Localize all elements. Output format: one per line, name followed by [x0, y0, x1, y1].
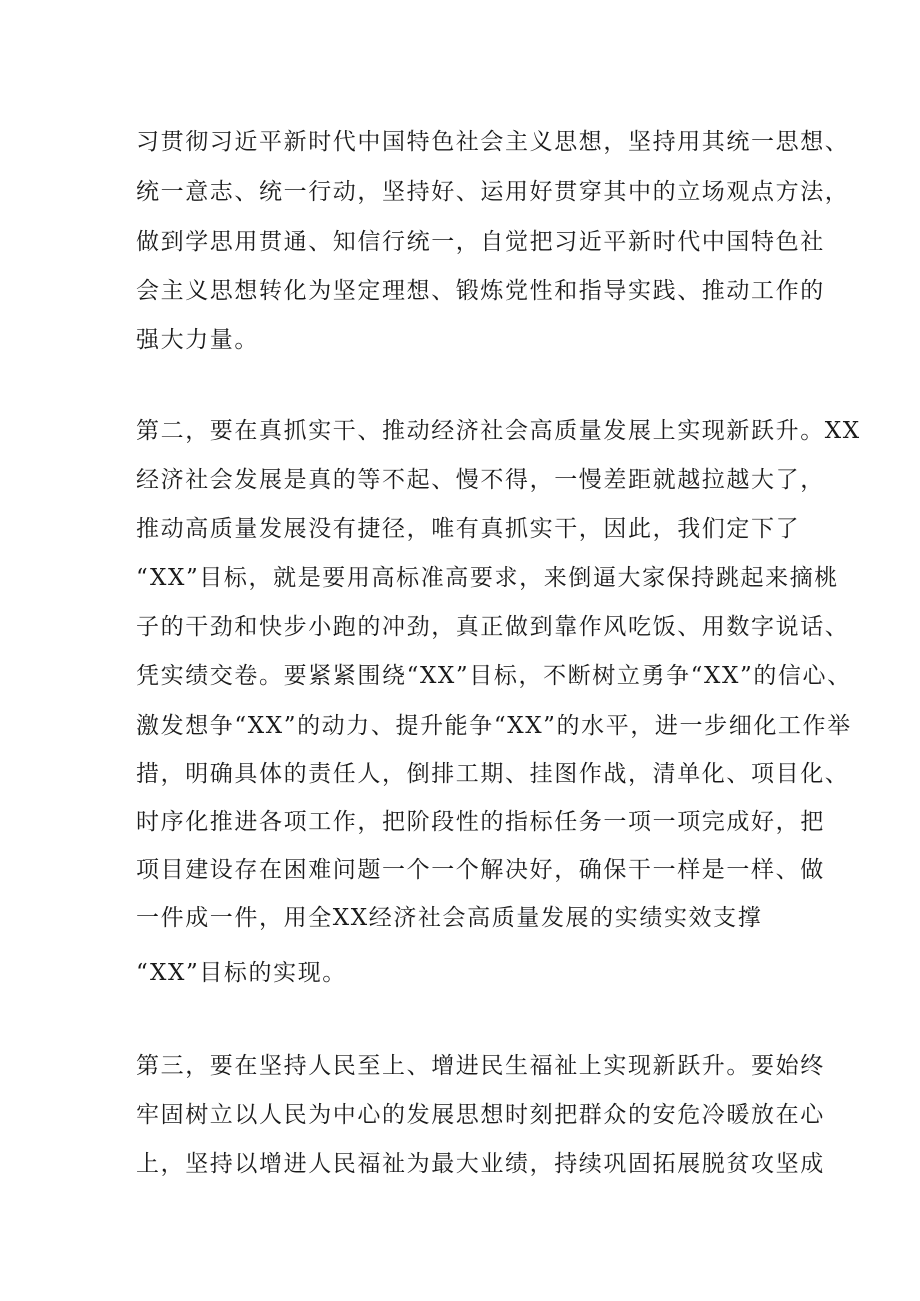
text-line: 时序化推进各项工作，把阶段性的指标任务一项一项完成好，把: [136, 809, 825, 835]
text-line: 措，明确具体的责任人，倒排工期、挂图作战，清单化、项目化、: [136, 761, 850, 787]
text-line: 推动高质量发展没有捷径，唯有真抓实干，因此，我们定下了: [136, 516, 801, 542]
text-line: 凭实绩交卷。要紧紧围绕“XX”目标，不断树立勇争“XX”的信心、: [136, 663, 852, 689]
text-line: 统一意志、统一行动，坚持好、运用好贯穿其中的立场观点方法，: [136, 179, 850, 205]
text-line: 子的干劲和快步小跑的冲劲，真正做到靠作风吃饭、用数字说话、: [136, 614, 850, 640]
text-line: “XX”目标，就是要用高标准高要求，来倒逼大家保持跳起来摘桃: [136, 565, 839, 591]
text-line: 一件成一件，用全XX经济社会高质量发展的实绩实效支撑: [136, 905, 763, 931]
text-line: 第二，要在真抓实干、推动经济社会高质量发展上实现新跃升。XX: [136, 418, 861, 444]
text-line: 做到学思用贯通、知信行统一，自觉把习近平新时代中国特色社: [136, 229, 825, 255]
text-line: “XX”目标的实现。: [136, 960, 347, 986]
text-line: 第三，要在坚持人民至上、增进民生福祉上实现新跃升。要始终: [136, 1053, 825, 1079]
text-line: 强大力量。: [136, 327, 259, 353]
text-line: 牢固树立以人民为中心的发展思想时刻把群众的安危冷暖放在心: [136, 1102, 825, 1128]
text-line: 经济社会发展是真的等不起、慢不得，一慢差距就越拉越大了，: [136, 467, 825, 493]
text-line: 会主义思想转化为坚定理想、锻炼党性和指导实践、推动工作的: [136, 278, 825, 304]
text-line: 项目建设存在困难问题一个一个解决好，确保干一样是一样、做: [136, 857, 825, 883]
text-line: 激发想争“XX”的动力、提升能争“XX”的水平，进一步细化工作举: [136, 713, 852, 739]
text-line: 习贯彻习近平新时代中国特色社会主义思想，坚持用其统一思想、: [136, 129, 850, 155]
text-line: 上，坚持以增进人民福祉为最大业绩，持续巩固拓展脱贫攻坚成: [136, 1151, 825, 1177]
